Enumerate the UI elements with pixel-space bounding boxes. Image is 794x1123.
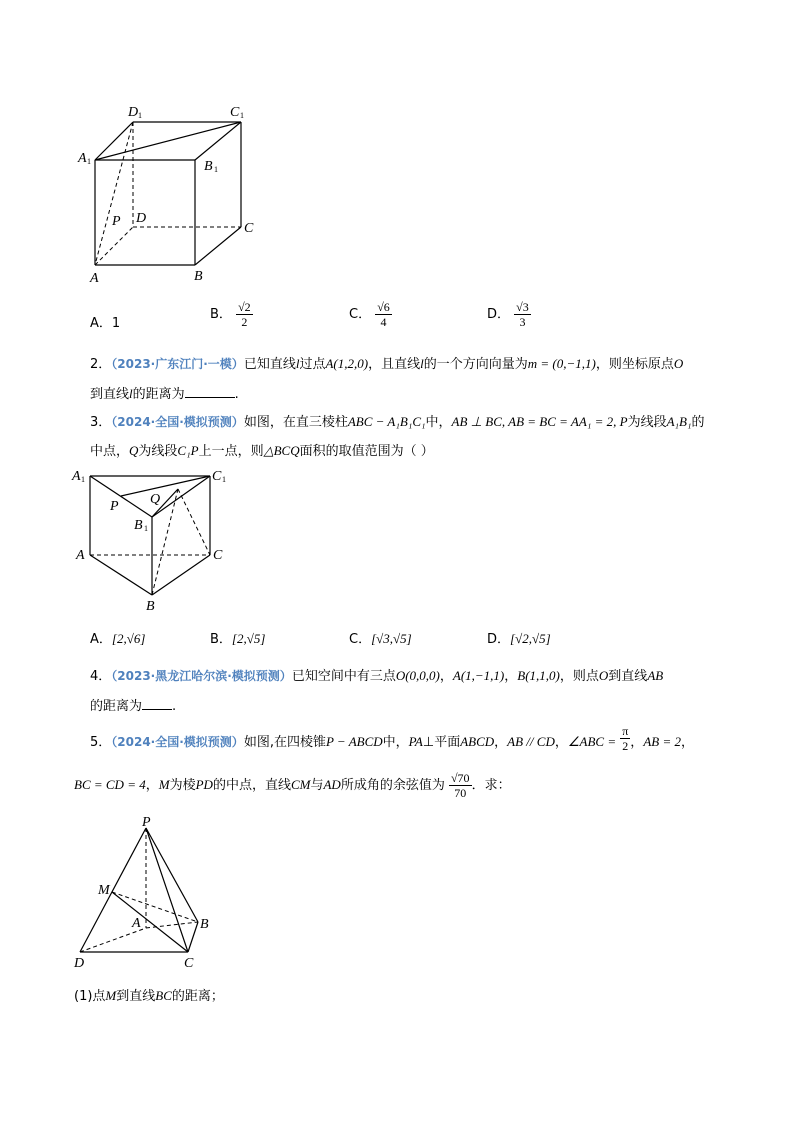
label-b1: B <box>134 518 143 533</box>
svg-text:1: 1 <box>138 111 142 120</box>
source-tag: （2023·黑龙江哈尔滨·模拟预测） <box>111 669 292 683</box>
question-3-line1: 3．（2024·全国·模拟预测）如图，在直三棱柱ABC − A₁B₁C₁中，AB ⊥ BC, AB = BC = AA₁ = 2, P为线段A₁B₁的 <box>90 414 705 430</box>
fraction: $\frac{√6}{4}$ <box>377 300 390 329</box>
question-5-line2: BC = CD = 4，M为棱PD的中点，直线CM与AD所成角的余弦值为 $\frac{√70}{70}$ ．求： <box>74 771 511 800</box>
question-2-line1: 2．（2023·广东江门·一模）已知直线l过点A(1,2,0)，且直线l的一个方向向量为m = (0,−1,1)，则坐标原点O <box>90 356 684 372</box>
label-p: P <box>112 214 121 229</box>
label-a: A <box>132 916 141 931</box>
q1-option-d[interactable]: D． $\frac{√3}{3}$ <box>487 300 529 329</box>
label-a: A <box>90 271 99 286</box>
question-5-line1: 5．（2024·全国·模拟预测）如图,在四棱锥P − ABCD中，PA⊥平面ABCD，AB // CD，∠ABC = $\frac{\pi}{2}$ ，AB = 2， <box>90 724 694 753</box>
label-d: D <box>74 956 85 971</box>
svg-text:1: 1 <box>222 475 226 484</box>
label-c1: C <box>212 469 222 484</box>
fraction: $\frac{\pi}{2}$ <box>622 724 629 753</box>
q1-option-b[interactable]: B． $\frac{√2}{2}$ <box>210 300 251 329</box>
fraction: $\frac{√70}{70}$ <box>450 771 470 800</box>
label-a1: A <box>78 151 87 166</box>
q1-option-c[interactable]: C． $\frac{√6}{4}$ <box>349 300 390 329</box>
svg-text:1: 1 <box>144 524 148 533</box>
label-b: B <box>194 269 203 284</box>
q3-option-c[interactable]: C．[√3,√5] <box>349 631 412 647</box>
q3-option-a[interactable]: A．[2,√6] <box>90 631 146 647</box>
source-tag: （2024·全国·模拟预测） <box>111 735 244 749</box>
label-c1: C <box>230 105 240 120</box>
fraction: $\frac{√3}{3}$ <box>516 300 529 329</box>
label-c: C <box>244 221 254 236</box>
label-m: M <box>98 883 110 898</box>
question-3-line2: 中点，Q为线段C₁P上一点，则△BCQ面积的取值范围为（ ） <box>90 443 434 459</box>
label-a1: A <box>72 469 81 484</box>
fraction: $\frac{√2}{2}$ <box>238 300 251 329</box>
label-b1: B <box>204 159 213 174</box>
cube-figure <box>70 100 270 290</box>
answer-blank[interactable] <box>185 385 235 398</box>
svg-text:1: 1 <box>81 475 85 484</box>
prism-figure <box>70 462 240 612</box>
question-5-sub1: (1)点M到直线BC的距离； <box>74 988 224 1004</box>
question-2-line2: 到直线l的距离为 . <box>90 386 239 402</box>
svg-text:1: 1 <box>87 157 91 166</box>
svg-text:1: 1 <box>214 165 218 174</box>
q3-option-b[interactable]: B．[2,√5] <box>210 631 266 647</box>
label-b: B <box>146 599 155 612</box>
label-c: C <box>213 548 223 563</box>
q3-option-d[interactable]: D．[√2,√5] <box>487 631 551 647</box>
label-b: B <box>200 917 209 932</box>
label-q: Q <box>150 492 161 507</box>
q1-option-a[interactable]: A．1 <box>90 316 121 331</box>
source-tag: （2024·全国·模拟预测） <box>111 415 244 429</box>
label-p: P <box>142 815 151 830</box>
label-d: D <box>136 211 147 226</box>
label-c: C <box>184 956 194 971</box>
pyramid-figure <box>70 812 230 972</box>
label-p: P <box>110 499 119 514</box>
question-4-line2: 的距离为 . <box>90 699 177 714</box>
source-tag: （2023·广东江门·一模） <box>111 357 244 371</box>
svg-text:1: 1 <box>240 111 244 120</box>
label-a: A <box>76 548 85 563</box>
question-4-line1: 4．（2023·黑龙江哈尔滨·模拟预测）已知空间中有三点O(0,0,0)，A(1,−1,1)，B(1,1,0)，则点O到直线AB <box>90 668 664 684</box>
answer-blank[interactable] <box>142 697 172 710</box>
label-d1: D <box>128 105 139 120</box>
